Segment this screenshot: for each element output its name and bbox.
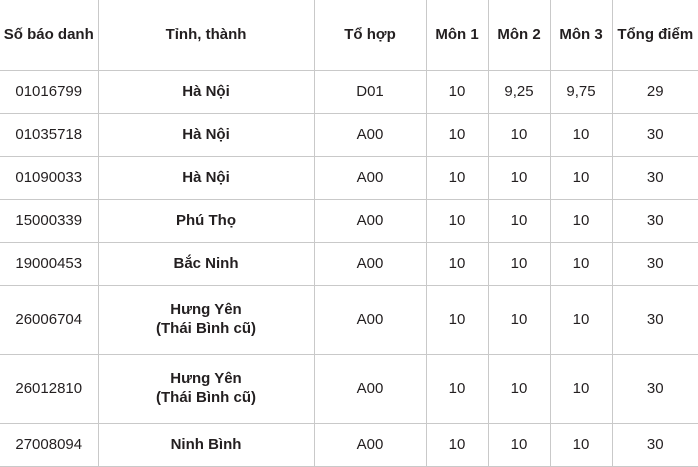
cell-sbd: 26012810 [0, 355, 98, 424]
table-row [0, 243, 698, 286]
cell-subject-2: 10 [488, 243, 550, 286]
cell-sbd: 01035718 [0, 114, 98, 157]
table-row [0, 200, 698, 243]
cell-subject-2: 10 [488, 286, 550, 355]
cell-combination: A00 [314, 200, 426, 243]
cell-subject-1: 10 [426, 114, 488, 157]
cell-subject-3: 10 [550, 424, 612, 467]
cell-combination: A00 [314, 286, 426, 355]
table-row [0, 355, 698, 424]
cell-total: 30 [612, 355, 698, 424]
cell-total: 30 [612, 243, 698, 286]
table-header [0, 0, 698, 71]
table-body [0, 71, 698, 467]
cell-province [98, 71, 314, 114]
cell-combination: D01 [314, 71, 426, 114]
table-header-row [0, 0, 698, 71]
column-header-combination: Tổ hợp [314, 0, 426, 71]
column-header-sbd: Số báo danh [0, 0, 98, 71]
cell-sbd: 26006704 [0, 286, 98, 355]
cell-combination: A00 [314, 157, 426, 200]
cell-subject-1: 10 [426, 243, 488, 286]
cell-combination: A00 [314, 424, 426, 467]
cell-subject-3: 10 [550, 114, 612, 157]
cell-province [98, 243, 314, 286]
cell-sbd: 27008094 [0, 424, 98, 467]
cell-subject-1: 10 [426, 71, 488, 114]
cell-combination: A00 [314, 114, 426, 157]
province-name: Hà Nội [182, 82, 230, 100]
cell-sbd: 15000339 [0, 200, 98, 243]
column-header-total: Tổng điểm [612, 0, 698, 71]
cell-subject-2: 10 [488, 114, 550, 157]
cell-subject-2: 9,25 [488, 71, 550, 114]
cell-subject-3: 10 [550, 355, 612, 424]
column-header-subject-3: Môn 3 [550, 0, 612, 71]
table-row [0, 424, 698, 467]
province-note: (Thái Bình cũ) [156, 320, 256, 337]
cell-province [98, 200, 314, 243]
cell-subject-3: 10 [550, 243, 612, 286]
cell-total: 30 [612, 286, 698, 355]
province-name: Hà Nội [182, 168, 230, 186]
cell-province [98, 114, 314, 157]
cell-province [98, 286, 314, 355]
cell-total: 30 [612, 114, 698, 157]
cell-subject-1: 10 [426, 424, 488, 467]
cell-subject-1: 10 [426, 355, 488, 424]
cell-subject-3: 9,75 [550, 71, 612, 114]
column-header-subject-1: Môn 1 [426, 0, 488, 71]
cell-subject-2: 10 [488, 157, 550, 200]
cell-total: 30 [612, 200, 698, 243]
cell-subject-3: 10 [550, 157, 612, 200]
cell-sbd: 01016799 [0, 71, 98, 114]
column-header-subject-2: Môn 2 [488, 0, 550, 71]
cell-subject-3: 10 [550, 286, 612, 355]
cell-subject-2: 10 [488, 424, 550, 467]
province-name: Hưng Yên [170, 301, 242, 319]
table-row [0, 114, 698, 157]
cell-province [98, 424, 314, 467]
cell-total: 30 [612, 424, 698, 467]
cell-province [98, 355, 314, 424]
table-row [0, 71, 698, 114]
cell-combination: A00 [314, 355, 426, 424]
cell-sbd: 01090033 [0, 157, 98, 200]
province-name: Ninh Bình [170, 435, 242, 453]
cell-subject-1: 10 [426, 286, 488, 355]
cell-combination: A00 [314, 243, 426, 286]
cell-subject-1: 10 [426, 200, 488, 243]
cell-province [98, 157, 314, 200]
province-name: Phú Thọ [176, 211, 236, 229]
cell-total: 30 [612, 157, 698, 200]
cell-subject-2: 10 [488, 355, 550, 424]
province-name: Hà Nội [182, 125, 230, 143]
cell-total: 29 [612, 71, 698, 114]
cell-subject-1: 10 [426, 157, 488, 200]
province-name: Bắc Ninh [173, 254, 239, 272]
province-note: (Thái Bình cũ) [156, 389, 256, 406]
cell-subject-2: 10 [488, 200, 550, 243]
table-row [0, 286, 698, 355]
cell-sbd: 19000453 [0, 243, 98, 286]
cell-subject-3: 10 [550, 200, 612, 243]
column-header-province: Tỉnh, thành [98, 0, 314, 71]
table-row [0, 157, 698, 200]
province-name: Hưng Yên [170, 370, 242, 388]
